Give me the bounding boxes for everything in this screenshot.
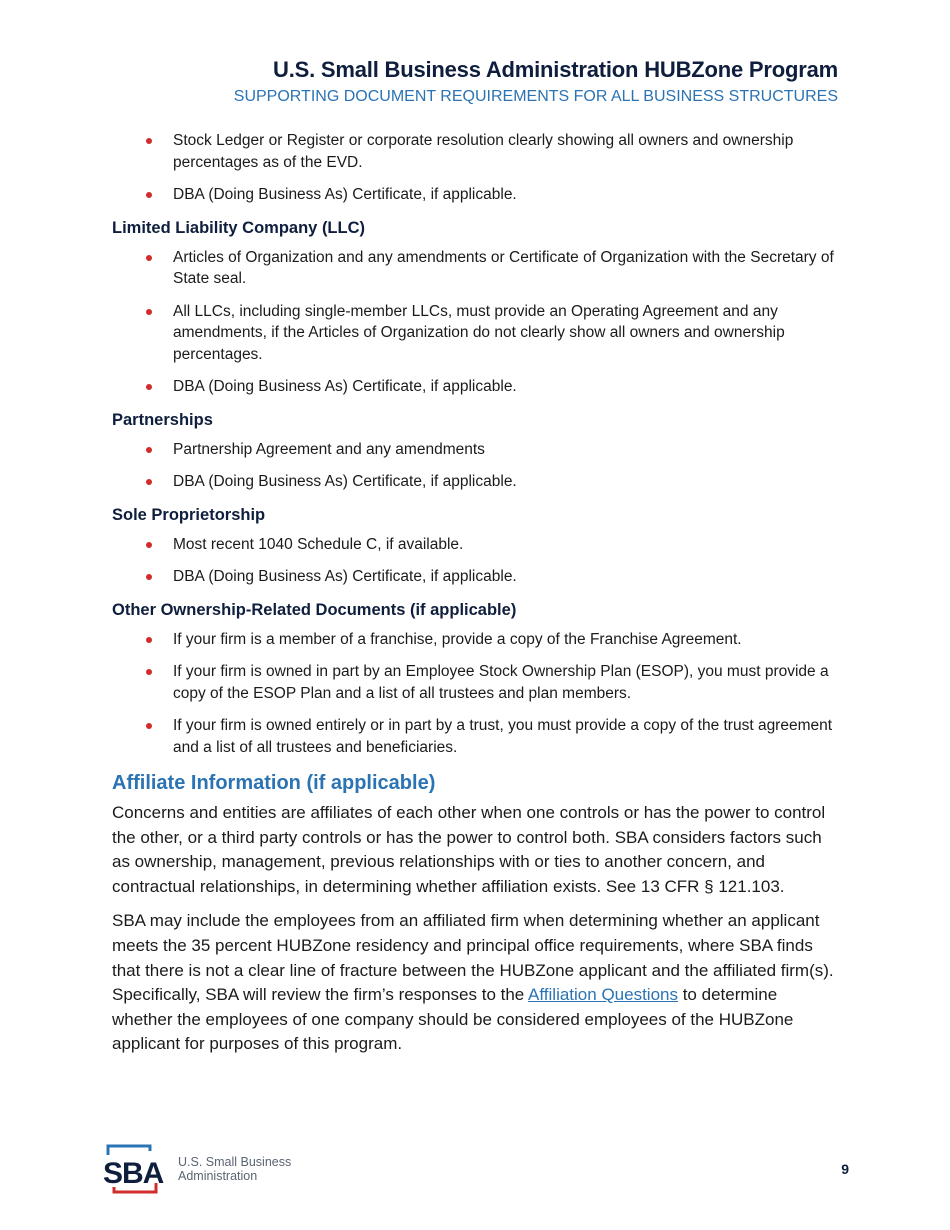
partnerships-list [112, 439, 840, 493]
affiliation-questions-link[interactable]: Affiliation Questions [528, 985, 678, 1005]
bullet-icon [146, 309, 152, 315]
page-number: 9 [841, 1161, 849, 1177]
bullet-icon [146, 255, 152, 261]
list-item [112, 130, 840, 173]
bullet-icon [146, 637, 152, 643]
list-item [112, 247, 840, 290]
list-item-text: If your firm is owned entirely or in part by a trust, you must provide a copy of the trust agreement and a list of all trustees and beneficiaries. [173, 717, 833, 756]
list-item-text: If your firm is owned in part by an Employee Stock Ownership Plan (ESOP), you must provide a copy of the ESOP Plan and a list of all trustees and plan members. [173, 663, 829, 702]
list-item [112, 439, 840, 461]
list-item-text: DBA (Doing Business As) Certificate, if applicable. [173, 378, 517, 395]
llc-heading: Limited Liability Company (LLC) [112, 218, 366, 237]
list-item [112, 566, 840, 588]
sba-logo-text [178, 1155, 291, 1183]
list-item [112, 629, 840, 651]
list-item-text: Articles of Organization and any amendments or Certificate of Organization with the Secretary of State seal. [173, 248, 834, 287]
list-item-text: Stock Ledger or Register or corporate resolution clearly showing all owners and ownership percentages as of the EVD. [173, 132, 794, 171]
list-item-text: DBA (Doing Business As) Certificate, if applicable. [173, 473, 517, 490]
sole-proprietorship-list [112, 534, 840, 588]
list-item-text: DBA (Doing Business As) Certificate, if applicable. [173, 568, 517, 585]
logo-text-line-1: U.S. Small Business [178, 1155, 292, 1169]
paragraph-text: SBA may include the employees from an affiliated firm when determining whether an applicant meets the 35 percent HUBZone residency and principal office requirements, where SBA finds that there is not a clear line of fracture between the HUBZone applicant and the affiliated firm(s). Specifically, SBA will review the firm’s responses to the [112, 911, 834, 1005]
bullet-icon [146, 138, 152, 144]
bullet-icon [146, 723, 152, 729]
affiliate-paragraph-2 [112, 909, 840, 1057]
bullet-icon [146, 542, 152, 548]
bullet-icon [146, 574, 152, 580]
other-docs-heading: Other Ownership-Related Documents (if applicable) [112, 600, 517, 619]
page-header [234, 56, 838, 108]
sba-logo [102, 1143, 291, 1195]
list-item-text: If your firm is a member of a franchise, provide a copy of the Franchise Agreement. [173, 630, 742, 648]
sba-logo-mark [102, 1143, 164, 1195]
corporation-list [112, 130, 840, 206]
affiliate-paragraph-1: Concerns and entities are affiliates of each other when one controls or has the power to control the other, or a third party controls or has the power to control both. SBA considers factors such as ownership, management, previous relationships with or ties to another concern, and contractual relationships, in determining whether affiliation exists. See 13 CFR § 121.103. [112, 803, 826, 896]
bullet-icon [146, 192, 152, 198]
partnerships-heading: Partnerships [112, 410, 213, 429]
other-docs-list [112, 629, 840, 759]
list-item [112, 661, 840, 704]
bullet-icon [146, 669, 152, 675]
document-title: U.S. Small Business Administration HUBZone Program [273, 57, 838, 82]
bullet-icon [146, 384, 152, 390]
list-item [112, 534, 840, 556]
list-item [112, 301, 840, 366]
sba-logo-letters: SBA [103, 1157, 164, 1190]
bullet-icon [146, 447, 152, 453]
list-item [112, 471, 840, 493]
list-item [112, 376, 840, 398]
bullet-icon [146, 479, 152, 485]
list-item-text: DBA (Doing Business As) Certificate, if applicable. [173, 186, 517, 203]
list-item-text: All LLCs, including single-member LLCs, must provide an Operating Agreement and any amendments, if the Articles of Organization do not clearly show all owners and ownership percentages. [173, 302, 785, 363]
list-item [112, 184, 840, 206]
page-content [112, 130, 840, 1067]
list-item [112, 715, 840, 758]
list-item-text: Partnership Agreement and any amendments [173, 440, 485, 458]
document-subtitle: SUPPORTING DOCUMENT REQUIREMENTS FOR ALL BUSINESS STRUCTURES [233, 88, 838, 105]
llc-list [112, 247, 840, 398]
list-item-text: Most recent 1040 Schedule C, if available. [173, 535, 464, 553]
logo-text-line-2: Administration [178, 1169, 258, 1183]
paragraph-text: to determine whether the employees of one company should be considered employees of the HUBZone applicant for purposes of this program. [112, 985, 794, 1054]
sole-proprietorship-heading: Sole Proprietorship [112, 505, 266, 524]
affiliate-heading: Affiliate Information (if applicable) [112, 772, 436, 794]
